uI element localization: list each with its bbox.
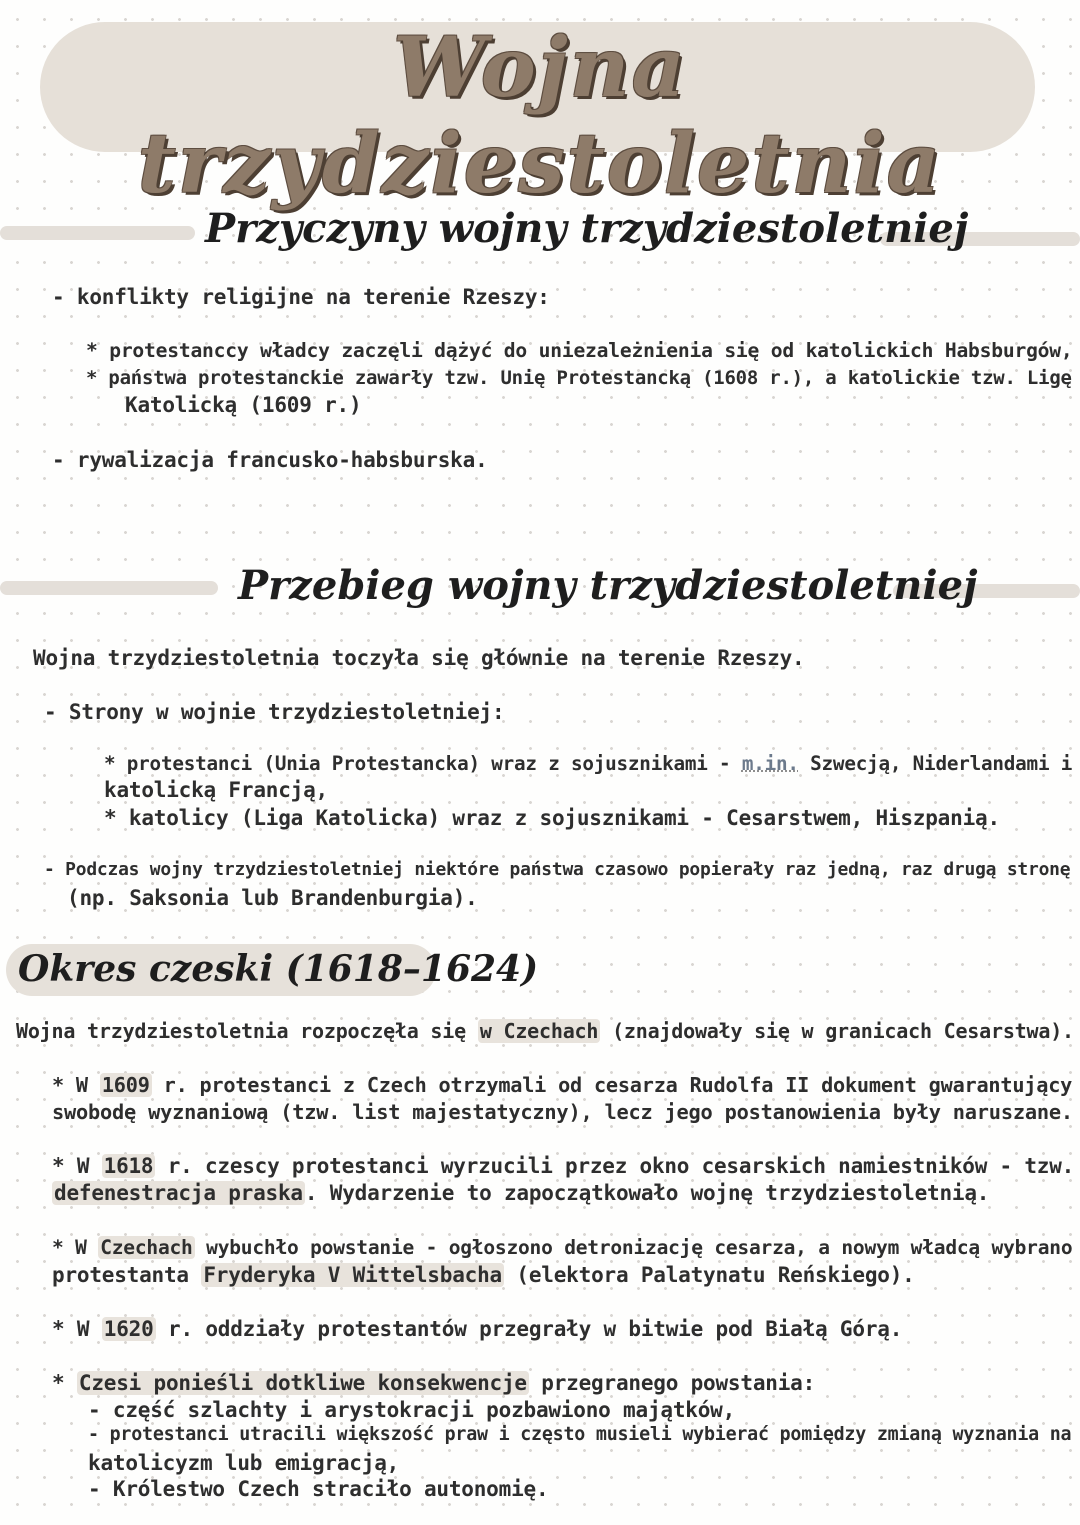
text-line: Katolicką (1609 r.) [125, 393, 362, 417]
text-line: * Czesi ponieśli dotkliwe konsekwencje przegranego powstania: [52, 1371, 816, 1395]
text-line: katolicką Francją, [104, 778, 328, 802]
heading-divider-left [0, 581, 218, 595]
abbreviation: m.in. [741, 752, 799, 775]
text-line: - Królestwo Czech straciło autonomię. [88, 1477, 549, 1501]
text-line: - konflikty religijne na terenie Rzeszy: [52, 285, 550, 309]
text-line: defenestracja praska. Wydarzenie to zapoczątkowało wojnę trzydziestoletnią. [54, 1181, 990, 1205]
text-line: Wojna trzydziestoletnia toczyła się głównie na terenie Rzeszy. [33, 646, 805, 670]
text-line: * W 1620 r. oddziały protestantów przegrały w bitwie pod Białą Górą. [52, 1317, 903, 1341]
section-heading-course: Przebieg wojny trzydziestoletniej [238, 562, 978, 609]
text-line: (np. Saksonia lub Brandenburgia). [67, 886, 478, 910]
text-line: * katolicy (Liga Katolicka) wraz z sojusznikami - Cesarstwem, Hiszpanią. [104, 806, 1000, 830]
text-line: * protestanci (Unia Protestancka) wraz z sojusznikami - m.in. Szwecją, Niderlandami i [104, 752, 1073, 775]
text-line: - protestanci utracili większość praw i często musieli wybierać pomiędzy zmianą wyznania na [88, 1424, 1072, 1445]
text-line: - Podczas wojny trzydziestoletniej niektóre państwa czasowo popierały raz jedną, raz drugą stronę [44, 859, 1071, 880]
text-line: * protestanccy władcy zaczęli dążyć do uniezależnienia się od katolickich Habsburgów, [86, 339, 1073, 362]
text-line: katolicyzm lub emigracją, [88, 1451, 400, 1475]
heading-divider-left [0, 226, 195, 240]
text-line: protestanta Fryderyka V Wittelsbacha (elektora Palatynatu Reńskiego). [52, 1263, 915, 1287]
subheading-bohemian-period: Okres czeski (1618–1624) [18, 948, 539, 990]
text-line: - Strony w wojnie trzydziestoletniej: [44, 700, 505, 724]
section-heading-causes: Przyczyny wojny trzydziestoletniej [205, 205, 969, 252]
text-line: Wojna trzydziestoletnia rozpoczęła się w Czechach (znajdowały się w granicach Cesarstwa). [16, 1019, 1074, 1043]
text-line: * państwa protestanckie zawarły tzw. Unię Protestancką (1608 r.), a katolickie tzw. Ligę [86, 367, 1072, 389]
title-banner [0, 0, 1080, 212]
text-line: * W Czechach wybuchło powstanie - ogłoszono detronizację cesarza, a nowym władcą wybrano [52, 1236, 1073, 1259]
page-title: Wojna trzydziestoletnia [137, 20, 943, 212]
text-line: swobodę wyznaniową (tzw. list majestatyczny), lecz jego postanowienia były naruszane. [52, 1100, 1073, 1124]
text-line: - rywalizacja francusko-habsburska. [52, 448, 488, 472]
text-line: - część szlachty i arystokracji pozbawiono majątków, [88, 1398, 736, 1422]
text-line: * W 1609 r. protestanci z Czech otrzymali od cesarza Rudolfa II dokument gwarantujący [52, 1073, 1073, 1097]
text-line: * W 1618 r. czescy protestanci wyrzucili przez okno cesarskich namiestników - tzw. [52, 1154, 1075, 1178]
